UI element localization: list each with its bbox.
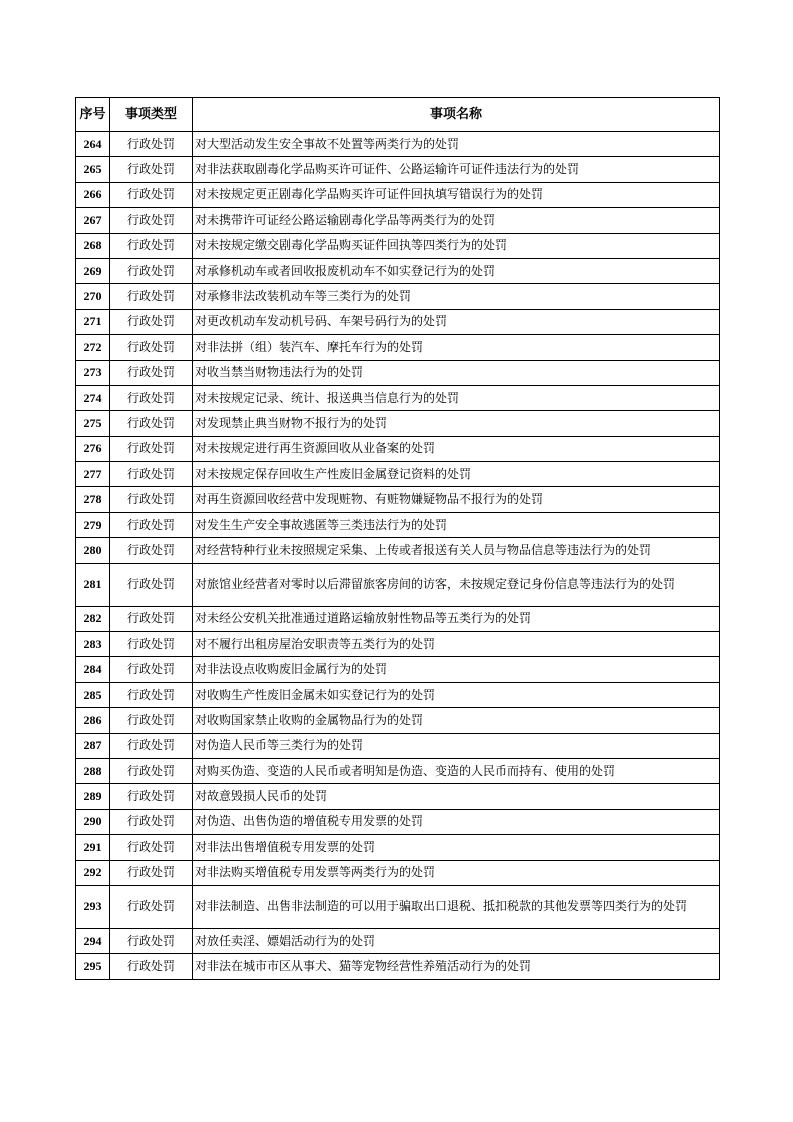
row-seq: 285 <box>76 682 110 707</box>
table-row <box>76 487 720 512</box>
row-type: 行政处罚 <box>110 309 193 334</box>
row-name: 对大型活动发生安全事故不处置等两类行为的处罚 <box>193 132 720 157</box>
row-name: 对非法获取剧毒化学品购买许可证件、公路运输许可证件违法行为的处罚 <box>193 157 720 182</box>
row-type: 行政处罚 <box>110 784 193 809</box>
table-row <box>76 954 720 979</box>
row-name: 对未携带许可证经公路运输剧毒化学品等两类行为的处罚 <box>193 208 720 233</box>
row-seq: 287 <box>76 733 110 758</box>
row-seq: 281 <box>76 563 110 606</box>
row-type: 行政处罚 <box>110 411 193 436</box>
row-name: 对未按规定缴交剧毒化学品购买证件回执等四类行为的处罚 <box>193 233 720 258</box>
row-name: 对非法购买增值税专用发票等两类行为的处罚 <box>193 860 720 885</box>
row-type: 行政处罚 <box>110 208 193 233</box>
row-seq: 289 <box>76 784 110 809</box>
row-seq: 268 <box>76 233 110 258</box>
row-name: 对发现禁止典当财物不报行为的处罚 <box>193 411 720 436</box>
table-row <box>76 208 720 233</box>
table-row <box>76 538 720 563</box>
row-type: 行政处罚 <box>110 809 193 834</box>
row-type: 行政处罚 <box>110 462 193 487</box>
row-type: 行政处罚 <box>110 733 193 758</box>
row-name: 对承修机动车或者回收报废机动车不如实登记行为的处罚 <box>193 258 720 283</box>
table-row <box>76 708 720 733</box>
row-name: 对未按规定保存回收生产性废旧金属登记资料的处罚 <box>193 462 720 487</box>
table-row <box>76 132 720 157</box>
row-type: 行政处罚 <box>110 335 193 360</box>
row-type: 行政处罚 <box>110 860 193 885</box>
row-type: 行政处罚 <box>110 657 193 682</box>
table-row <box>76 835 720 860</box>
row-type: 行政处罚 <box>110 132 193 157</box>
row-type: 行政处罚 <box>110 512 193 537</box>
row-seq: 272 <box>76 335 110 360</box>
row-type: 行政处罚 <box>110 563 193 606</box>
row-seq: 274 <box>76 385 110 410</box>
table-row <box>76 436 720 461</box>
row-type: 行政处罚 <box>110 258 193 283</box>
row-type: 行政处罚 <box>110 385 193 410</box>
row-seq: 291 <box>76 835 110 860</box>
table-row <box>76 682 720 707</box>
row-seq: 275 <box>76 411 110 436</box>
row-seq: 265 <box>76 157 110 182</box>
row-type: 行政处罚 <box>110 835 193 860</box>
row-name: 对未按规定记录、统计、报送典当信息行为的处罚 <box>193 385 720 410</box>
row-seq: 288 <box>76 758 110 783</box>
table-row <box>76 632 720 657</box>
row-name: 对再生资源回收经营中发现赃物、有赃物嫌疑物品不报行为的处罚 <box>193 487 720 512</box>
row-type: 行政处罚 <box>110 360 193 385</box>
table-row <box>76 606 720 631</box>
row-name: 对非法出售增值税专用发票的处罚 <box>193 835 720 860</box>
table-row <box>76 784 720 809</box>
row-seq: 276 <box>76 436 110 461</box>
row-type: 行政处罚 <box>110 538 193 563</box>
row-name: 对收购国家禁止收购的金属物品行为的处罚 <box>193 708 720 733</box>
table-row <box>76 385 720 410</box>
row-seq: 266 <box>76 182 110 207</box>
row-type: 行政处罚 <box>110 758 193 783</box>
row-type: 行政处罚 <box>110 682 193 707</box>
row-type: 行政处罚 <box>110 632 193 657</box>
row-seq: 290 <box>76 809 110 834</box>
row-seq: 284 <box>76 657 110 682</box>
header-name: 事项名称 <box>193 98 720 132</box>
row-seq: 280 <box>76 538 110 563</box>
table-row <box>76 411 720 436</box>
row-type: 行政处罚 <box>110 157 193 182</box>
row-seq: 294 <box>76 928 110 953</box>
row-seq: 282 <box>76 606 110 631</box>
table-header-row <box>76 98 720 132</box>
table-row <box>76 284 720 309</box>
row-seq: 267 <box>76 208 110 233</box>
table-row <box>76 182 720 207</box>
row-name: 对故意毁损人民币的处罚 <box>193 784 720 809</box>
row-type: 行政处罚 <box>110 487 193 512</box>
table-row <box>76 809 720 834</box>
row-name: 对放任卖淫、嫖娼活动行为的处罚 <box>193 928 720 953</box>
table-row <box>76 928 720 953</box>
row-seq: 269 <box>76 258 110 283</box>
row-seq: 264 <box>76 132 110 157</box>
row-type: 行政处罚 <box>110 885 193 928</box>
table-row <box>76 335 720 360</box>
row-name: 对未按规定进行再生资源回收从业备案的处罚 <box>193 436 720 461</box>
row-name: 对旅馆业经营者对零时以后滞留旅客房间的访客，未按规定登记身份信息等违法行为的处罚 <box>193 563 720 606</box>
row-seq: 278 <box>76 487 110 512</box>
matters-table <box>75 97 720 980</box>
table-row <box>76 563 720 606</box>
row-name: 对发生生产安全事故逃匿等三类违法行为的处罚 <box>193 512 720 537</box>
table-body <box>76 132 720 980</box>
table-row <box>76 758 720 783</box>
table-row <box>76 885 720 928</box>
row-seq: 293 <box>76 885 110 928</box>
row-name: 对未经公安机关批准通过道路运输放射性物品等五类行为的处罚 <box>193 606 720 631</box>
table-row <box>76 309 720 334</box>
header-type: 事项类型 <box>110 98 193 132</box>
row-seq: 279 <box>76 512 110 537</box>
row-type: 行政处罚 <box>110 182 193 207</box>
table-row <box>76 512 720 537</box>
row-name: 对承修非法改装机动车等三类行为的处罚 <box>193 284 720 309</box>
row-type: 行政处罚 <box>110 436 193 461</box>
row-name: 对伪造、出售伪造的增值税专用发票的处罚 <box>193 809 720 834</box>
row-type: 行政处罚 <box>110 928 193 953</box>
row-name: 对非法在城市市区从事犬、猫等宠物经营性养殖活动行为的处罚 <box>193 954 720 979</box>
row-name: 对收购生产性废旧金属未如实登记行为的处罚 <box>193 682 720 707</box>
row-seq: 292 <box>76 860 110 885</box>
row-seq: 283 <box>76 632 110 657</box>
row-seq: 273 <box>76 360 110 385</box>
table-row <box>76 462 720 487</box>
row-type: 行政处罚 <box>110 954 193 979</box>
row-seq: 270 <box>76 284 110 309</box>
table-row <box>76 360 720 385</box>
row-name: 对非法设点收购废旧金属行为的处罚 <box>193 657 720 682</box>
table-row <box>76 233 720 258</box>
row-seq: 286 <box>76 708 110 733</box>
row-type: 行政处罚 <box>110 606 193 631</box>
row-name: 对收当禁当财物违法行为的处罚 <box>193 360 720 385</box>
row-name: 对非法制造、出售非法制造的可以用于骗取出口退税、抵扣税款的其他发票等四类行为的处罚 <box>193 885 720 928</box>
table-row <box>76 657 720 682</box>
header-seq: 序号 <box>76 98 110 132</box>
row-name: 对经营特种行业未按照规定采集、上传或者报送有关人员与物品信息等违法行为的处罚 <box>193 538 720 563</box>
row-type: 行政处罚 <box>110 233 193 258</box>
row-name: 对非法拼（组）装汽车、摩托车行为的处罚 <box>193 335 720 360</box>
table-row <box>76 157 720 182</box>
row-name: 对不履行出租房屋治安职责等五类行为的处罚 <box>193 632 720 657</box>
row-seq: 277 <box>76 462 110 487</box>
table-row <box>76 733 720 758</box>
row-seq: 295 <box>76 954 110 979</box>
table-row <box>76 860 720 885</box>
row-name: 对伪造人民币等三类行为的处罚 <box>193 733 720 758</box>
row-type: 行政处罚 <box>110 708 193 733</box>
row-type: 行政处罚 <box>110 284 193 309</box>
row-name: 对未按规定更正剧毒化学品购买许可证件回执填写错误行为的处罚 <box>193 182 720 207</box>
row-name: 对更改机动车发动机号码、车架号码行为的处罚 <box>193 309 720 334</box>
row-seq: 271 <box>76 309 110 334</box>
row-name: 对购买伪造、变造的人民币或者明知是伪造、变造的人民币而持有、使用的处罚 <box>193 758 720 783</box>
table-row <box>76 258 720 283</box>
